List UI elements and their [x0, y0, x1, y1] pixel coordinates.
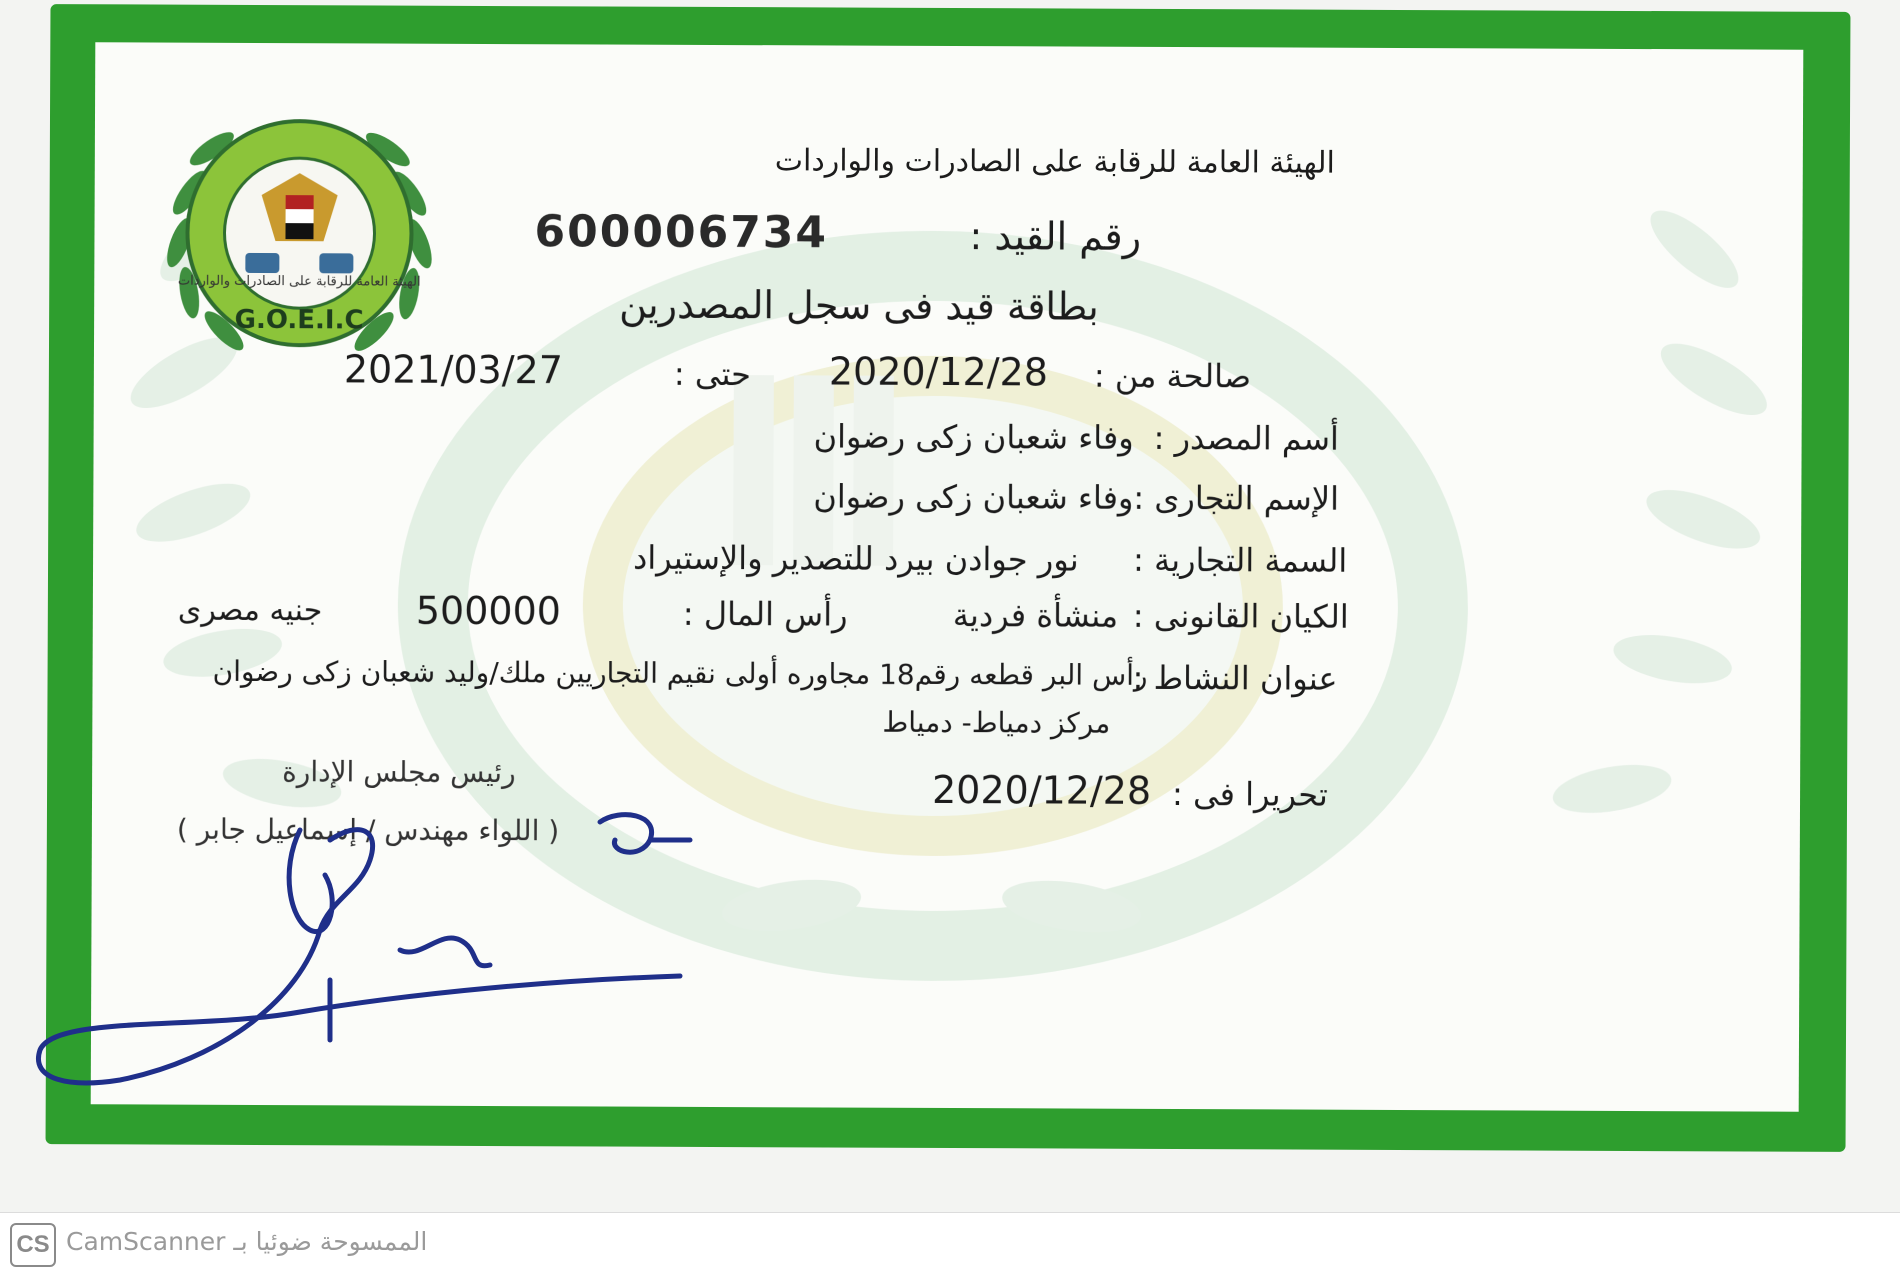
capital-value: 500000 [415, 588, 562, 634]
valid-to-date: 2021/03/27 [343, 347, 564, 393]
trade-name: وفاء شعبان زكى رضوان [813, 477, 1134, 517]
currency: جنيه مصرى [177, 592, 323, 629]
valid-from-label: صالحة من : [1093, 356, 1252, 396]
issued-date: 2020/12/28 [931, 767, 1152, 813]
handwritten-signature [0, 780, 760, 1110]
scanner-credit: الممسوحة ضوئيا بـ CamScanner [66, 1227, 428, 1256]
exporter-name: وفاء شعبان زكى رضوان [813, 417, 1134, 457]
camscanner-logo-icon: CS [10, 1223, 56, 1267]
authority-name: الهيئة العامة للرقابة على الصادرات والواردات [774, 143, 1335, 181]
activity-address-label: عنوان النشاط : [1132, 658, 1338, 698]
chairman-title: رئيس مجلس الإدارة [282, 755, 516, 790]
exporter-name-label: أسم المصدر : [1153, 418, 1339, 458]
capital-label: رأس المال : [682, 594, 848, 634]
card-title: بطاقة قيد فى سجل المصدرين [619, 282, 1099, 329]
logo-emblem-text: الهيئة العامة للرقابة على الصادرات والواردات [177, 273, 421, 290]
legal-entity: منشأة فردية [952, 596, 1119, 635]
valid-to-label: حتى : [673, 354, 752, 394]
trade-mark: نور جوادن بيرد للتصدير والإستيراد [633, 538, 1079, 579]
logo-code: G.O.E.I.C [234, 304, 364, 336]
chairman-name: ( اللواء مهندس / إسماعيل جابر ) [176, 812, 560, 848]
legal-entity-label: الكيان القانونى : [1132, 596, 1349, 636]
scanner-footer [0, 1212, 1900, 1280]
registration-number: 600006734 [534, 206, 829, 259]
trade-name-label: الإسم التجارى : [1133, 478, 1340, 518]
issued-label: تحريرا فى : [1171, 774, 1328, 814]
activity-address-line1: رأس البر قطعه رقم18 مجاوره أولى نقيم التجاريين ملك/وليد شعبان زكى رضوان [212, 654, 1148, 692]
registration-label: رقم القيد : [969, 214, 1142, 259]
goeic-logo [149, 73, 450, 374]
trade-mark-label: السمة التجارية : [1132, 540, 1348, 580]
valid-from-date: 2020/12/28 [828, 349, 1049, 395]
activity-address-line2: مركز دمياط- دمياط [882, 705, 1111, 740]
